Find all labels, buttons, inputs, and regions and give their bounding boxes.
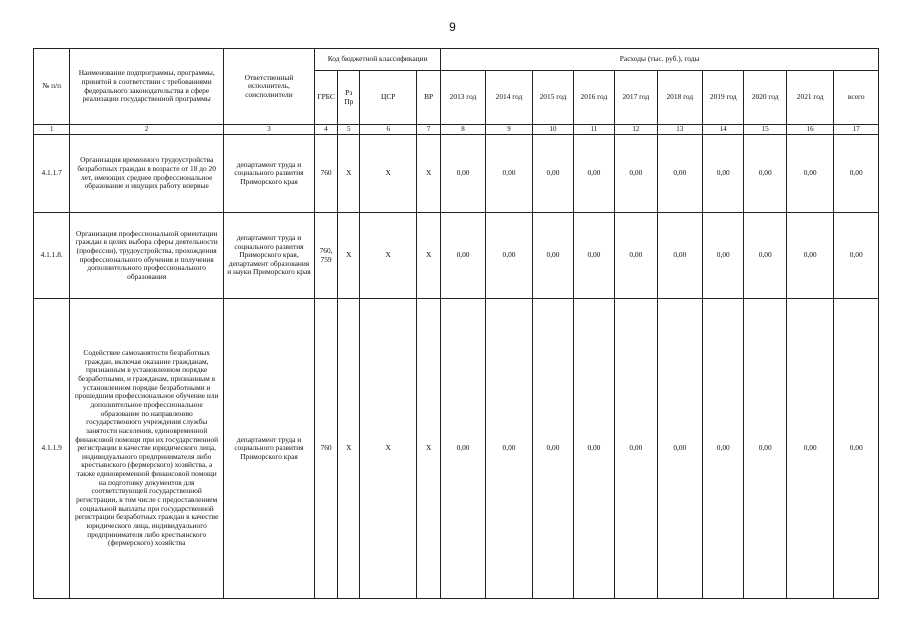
header-name: Наименование подпрограммы, программы, принятой в соответствии с требованиями федерального законодательства в сфере реализации государственной программы bbox=[70, 49, 224, 125]
page-number: 9 bbox=[449, 20, 456, 34]
header-grbs: ГРБС bbox=[314, 71, 337, 125]
column-number: 17 bbox=[834, 125, 879, 135]
table-row bbox=[34, 213, 879, 299]
row-year-value: 0,00 bbox=[533, 299, 573, 599]
column-number: 9 bbox=[485, 125, 533, 135]
header-csr: ЦСР bbox=[360, 71, 417, 125]
header-expenses: Расходы (тыс. руб.), годы bbox=[441, 49, 879, 71]
row-csr: Х bbox=[360, 213, 417, 299]
column-number: 16 bbox=[786, 125, 834, 135]
row-name: Организация временного трудоустройства безработных граждан в возрасте от 18 до 20 лет, имеющих среднее профессиональное образование и ищущих работу впервые bbox=[70, 135, 224, 213]
row-year-value: 0,00 bbox=[703, 135, 744, 213]
row-year-value: 0,00 bbox=[573, 299, 614, 599]
header-year: 2021 год bbox=[786, 71, 834, 125]
row-year-value: 0,00 bbox=[615, 213, 657, 299]
row-year-value: 0,00 bbox=[703, 213, 744, 299]
header-year: 2018 год bbox=[657, 71, 702, 125]
row-number: 4.1.1.9 bbox=[34, 299, 70, 599]
header-year: 2017 год bbox=[615, 71, 657, 125]
row-total: 0,00 bbox=[834, 213, 879, 299]
table-row bbox=[34, 299, 879, 599]
header-year: 2016 год bbox=[573, 71, 614, 125]
column-number: 8 bbox=[441, 125, 485, 135]
row-csr: Х bbox=[360, 135, 417, 213]
row-year-value: 0,00 bbox=[533, 213, 573, 299]
row-grbs: 760 bbox=[314, 135, 337, 213]
row-responsible: департамент труда и социального развития Приморского края bbox=[223, 135, 314, 213]
row-year-value: 0,00 bbox=[786, 135, 834, 213]
row-rzpr: Х bbox=[338, 135, 360, 213]
header-year: 2015 год bbox=[533, 71, 573, 125]
row-year-value: 0,00 bbox=[657, 299, 702, 599]
header-budget-code: Код бюджетной классификации bbox=[314, 49, 440, 71]
row-year-value: 0,00 bbox=[441, 135, 485, 213]
row-rzpr: Х bbox=[338, 299, 360, 599]
row-year-value: 0,00 bbox=[485, 135, 533, 213]
row-year-value: 0,00 bbox=[533, 135, 573, 213]
row-year-value: 0,00 bbox=[485, 213, 533, 299]
row-year-value: 0,00 bbox=[786, 299, 834, 599]
table-row bbox=[34, 135, 879, 213]
header-responsible: Ответственный исполнитель, соисполнители bbox=[223, 49, 314, 125]
row-year-value: 0,00 bbox=[657, 135, 702, 213]
column-number: 2 bbox=[70, 125, 224, 135]
column-number: 4 bbox=[314, 125, 337, 135]
row-year-value: 0,00 bbox=[786, 213, 834, 299]
header-total: всего bbox=[834, 71, 879, 125]
row-year-value: 0,00 bbox=[573, 135, 614, 213]
header-year: 2019 год bbox=[703, 71, 744, 125]
row-name: Организация профессиональной ориентации граждан в целях выбора сферы деятельности (профессии), трудоустройства, прохождения профессионального обучения и получения дополнительного профессионального образования bbox=[70, 213, 224, 299]
row-year-value: 0,00 bbox=[744, 299, 786, 599]
row-year-value: 0,00 bbox=[441, 299, 485, 599]
header-year: 2014 год bbox=[485, 71, 533, 125]
row-number: 4.1.1.7 bbox=[34, 135, 70, 213]
row-vr: Х bbox=[417, 135, 441, 213]
column-number: 11 bbox=[573, 125, 614, 135]
budget-table bbox=[33, 48, 879, 599]
column-number: 15 bbox=[744, 125, 786, 135]
row-name: Содействие самозанятости безработных граждан, включая оказание гражданам, признанным в установленном порядке безработными, и гражданам, признанным в установленном порядке безработными и прошедшим профессиональное обучение или дополнительное профессиональное образование по направлению государственного учреждения службы занятости населения, единовременной финансовой помощи при их государственной регистрации в качестве юридического лица, индивидуального предпринимателя либо крестьянского (фермерского) хозяйства, а также единовременной финансовой помощи на подготовку документов для соответствующей государственной регистрации, в том числе с предоставлением социальной выплаты при государственной регистрации безработных граждан в качестве юридического лица, индивидуального предпринимателя либо крестьянского (фермерского) хозяйства bbox=[70, 299, 224, 599]
row-rzpr: Х bbox=[338, 213, 360, 299]
column-number: 13 bbox=[657, 125, 702, 135]
column-numbers-row bbox=[34, 125, 879, 135]
row-total: 0,00 bbox=[834, 135, 879, 213]
header-rzpr: Рз Пр bbox=[338, 71, 360, 125]
row-year-value: 0,00 bbox=[615, 135, 657, 213]
column-number: 12 bbox=[615, 125, 657, 135]
header-year: 2013 год bbox=[441, 71, 485, 125]
row-grbs: 760, 759 bbox=[314, 213, 337, 299]
column-number: 6 bbox=[360, 125, 417, 135]
header-year: 2020 год bbox=[744, 71, 786, 125]
row-number: 4.1.1.8. bbox=[34, 213, 70, 299]
column-number: 3 bbox=[223, 125, 314, 135]
row-year-value: 0,00 bbox=[703, 299, 744, 599]
row-year-value: 0,00 bbox=[744, 135, 786, 213]
row-responsible: департамент труда и социального развития Приморского края bbox=[223, 299, 314, 599]
row-year-value: 0,00 bbox=[657, 213, 702, 299]
row-vr: Х bbox=[417, 213, 441, 299]
row-grbs: 760 bbox=[314, 299, 337, 599]
column-number: 1 bbox=[34, 125, 70, 135]
column-number: 7 bbox=[417, 125, 441, 135]
row-total: 0,00 bbox=[834, 299, 879, 599]
row-csr: Х bbox=[360, 299, 417, 599]
row-year-value: 0,00 bbox=[485, 299, 533, 599]
header-vr: ВР bbox=[417, 71, 441, 125]
row-year-value: 0,00 bbox=[615, 299, 657, 599]
header-num: № п/п bbox=[34, 49, 70, 125]
row-responsible: департамент труда и социального развития Приморского края, департамент образования и науки Приморского края bbox=[223, 213, 314, 299]
column-number: 14 bbox=[703, 125, 744, 135]
row-year-value: 0,00 bbox=[573, 213, 614, 299]
row-vr: Х bbox=[417, 299, 441, 599]
row-year-value: 0,00 bbox=[441, 213, 485, 299]
column-number: 5 bbox=[338, 125, 360, 135]
row-year-value: 0,00 bbox=[744, 213, 786, 299]
column-number: 10 bbox=[533, 125, 573, 135]
